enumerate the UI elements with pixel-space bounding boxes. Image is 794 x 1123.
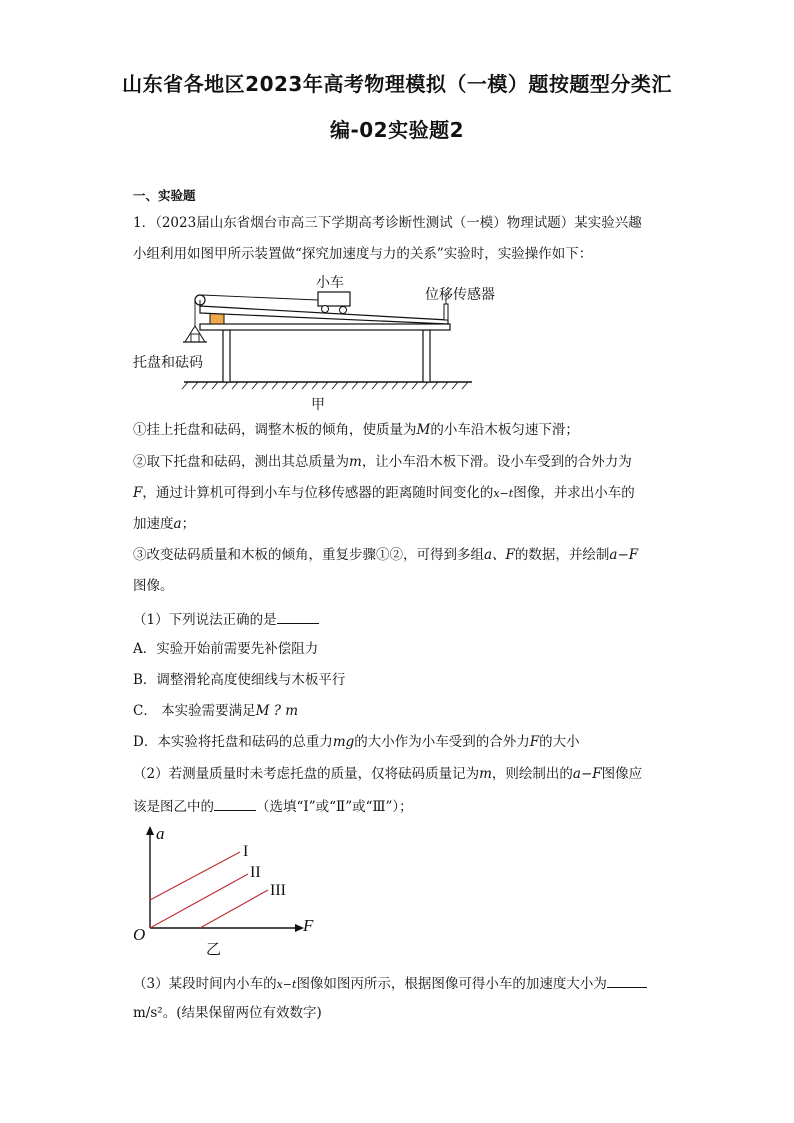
part2-text-c: 图像应: [601, 766, 643, 782]
part2-line1: [133, 765, 642, 783]
option-C: [133, 702, 298, 720]
graph-a-F: a−F: [609, 547, 639, 563]
question1-intro-line1: 1．（2023届山东省烟台市高三下学期高考诊断性测试（一模）物理试题）某实验兴趣: [133, 215, 642, 231]
document-title-line2: 编-02实验题2: [329, 118, 465, 142]
part1-prompt-text: （1）下列说法正确的是: [133, 612, 277, 628]
vars-a-F: a、F: [484, 547, 515, 563]
option-D-text-b: 的大小作为小车受到的合外力: [354, 734, 530, 750]
figure-yi-caption: 乙: [206, 940, 222, 958]
step2-text-b: ，让小车沿木板下滑。设小车受到的合外力为: [361, 454, 632, 470]
part2-text-d: 该是图乙中的: [133, 799, 214, 815]
part3-line2: m/s²。(结果保留两位有效数字): [133, 1005, 322, 1021]
step2-line2: [133, 484, 635, 503]
step2-text-f: ；: [181, 516, 196, 532]
var-m: m: [349, 454, 362, 470]
question1-intro-line2: 小组利用如图甲所示装置做“探究加速度与力的关系”实验时，实验操作如下：: [133, 246, 593, 262]
line-label-I: I: [243, 843, 249, 860]
graph-origin-label: O: [133, 925, 146, 944]
option-A: A．实验开始前需要先补偿阻力: [133, 641, 319, 657]
var-F: F: [133, 485, 143, 501]
step3-text-b: 的数据，并绘制: [514, 547, 610, 563]
part3-answer-blank[interactable]: [607, 973, 647, 988]
var-a: a: [173, 516, 182, 532]
graph-a-F-2: a−F: [572, 766, 602, 782]
step2-text-e: 加速度: [133, 516, 174, 532]
var-F-2: F: [529, 734, 540, 750]
option-C-text: C． 本实验需要满足: [133, 703, 256, 719]
step3-text-a: ③改变砝码质量和木板的倾角，重复步骤①②，可得到多组: [133, 547, 484, 563]
step2-text-a: ②取下托盘和砝码，测出其总质量为: [133, 454, 349, 470]
tray-label: 托盘和砝码: [133, 355, 203, 371]
option-C-expr: M ? m: [255, 703, 299, 719]
section-heading: 一、实验题: [133, 188, 196, 203]
cart-label: 小车: [316, 275, 344, 291]
step2-text-c: ，通过计算机可得到小车与位移传感器的距离随时间变化的: [142, 485, 494, 501]
var-M: M: [416, 422, 431, 438]
option-D-text-c: 的大小: [539, 734, 580, 750]
step1-text-b: 的小车沿木板匀速下滑；: [430, 422, 579, 438]
graph-x-axis-label: F: [303, 916, 314, 935]
var-mg: mg: [332, 734, 355, 750]
graph-y-axis-label: a: [156, 824, 165, 843]
step3-line2: 图像。: [133, 578, 174, 594]
line-label-III: III: [270, 882, 286, 899]
part2-answer-blank[interactable]: [214, 796, 256, 811]
part2-text-b: ，则绘制出的: [491, 766, 573, 782]
step1-text-a: ①挂上托盘和砝码，调整木板的倾角，使质量为: [133, 422, 417, 438]
part3-text-a: （3）某段时间内小车的: [133, 976, 277, 992]
step2-text-d: 图像，并求出小车的: [513, 485, 635, 501]
graph-x-t-2: x−t: [276, 978, 297, 991]
step3-line1: [133, 546, 638, 564]
option-D-text-a: D．本实验将托盘和砝码的总重力: [133, 734, 333, 750]
part3-line1: [133, 973, 647, 994]
step1-line: [133, 421, 579, 439]
part2-line2: [133, 796, 413, 816]
part1-prompt: [133, 609, 319, 629]
step2-line1: [133, 453, 632, 471]
part2-text-a: （2）若测量质量时未考虑托盘的质量，仅将砝码质量记为: [133, 766, 480, 782]
part1-answer-blank[interactable]: [277, 609, 319, 624]
line-label-II: II: [250, 864, 261, 881]
part3-text-b: 图像如图丙所示，根据图像可得小车的加速度大小为: [296, 976, 607, 992]
document-title-line1: 山东省各地区2023年高考物理模拟（一模）题按题型分类汇: [122, 72, 672, 96]
step2-line3: [133, 515, 195, 533]
option-B: B．调整滑轮高度使细线与木板平行: [133, 672, 346, 688]
part2-text-e: （选填“Ⅰ”或“Ⅱ”或“Ⅲ”）；: [256, 799, 413, 815]
sensor-label: 位移传感器: [425, 287, 495, 303]
graph-x-t: x−t: [493, 487, 514, 500]
figure-jia-caption: 甲: [311, 397, 325, 413]
var-m-2: m: [479, 766, 492, 782]
option-D: [133, 733, 580, 751]
